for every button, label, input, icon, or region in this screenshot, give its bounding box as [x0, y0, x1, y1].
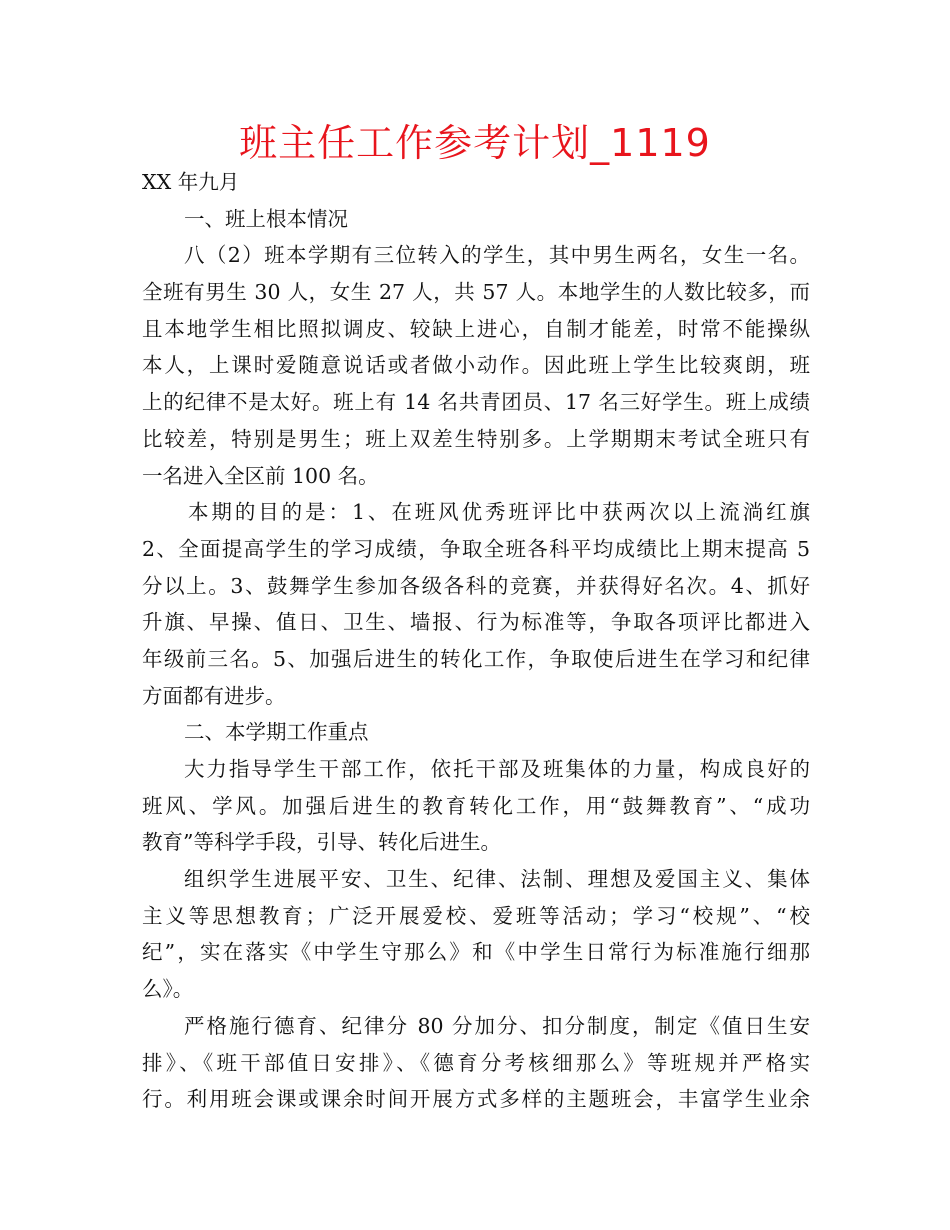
text-line: 且本地学生相比照拟调皮、较缺上进心，自制才能差，时常不能操纵: [142, 316, 810, 341]
text-line: 升旗、早操、值日、卫生、墙报、行为标准等，争取各项评比都进入: [142, 610, 810, 635]
text-line: 一、班上根本情况: [184, 206, 348, 231]
text-line: 主义等思想教育；广泛开展爱校、爱班等活动；学习“校规”、“校: [142, 903, 810, 928]
text-line: 组织学生进展平安、卫生、纪律、法制、理想及爱国主义、集体: [184, 867, 810, 892]
text-line: 比较差，特别是男生；班上双差生特别多。上学期期末考试全班只有: [142, 426, 810, 451]
text-line: 全班有男生 30 人，女生 27 人，共 57 人。本地学生的人数比较多，而: [142, 280, 810, 305]
text-line: 上的纪律不是太好。班上有 14 名共青团员、17 名三好学生。班上成绩: [142, 390, 810, 415]
text-line: 班风、学风。加强后进生的教育转化工作，用“鼓舞教育”、“成功: [142, 793, 810, 818]
text-line: 本人，上课时爱随意说话或者做小动作。因此班上学生比较爽朗，班: [142, 353, 810, 378]
text-line: 大力指导学生干部工作，依托干部及班集体的力量，构成良好的: [184, 757, 810, 781]
text-line: 方面都有进步。: [142, 683, 286, 708]
text-line: 行。利用班会课或课余时间开展方式多样的主题班会，丰富学生业余: [142, 1087, 810, 1112]
text-line: 2、全面提高学生的学习成绩，争取全班各科平均成绩比上期末提高 5: [142, 536, 810, 561]
document-body: [142, 164, 810, 1118]
text-line: 分以上。3、鼓舞学生参加各级各科的竞赛，并获得好名次。4、抓好: [142, 573, 810, 598]
text-line: 一名进入全区前 100 名。: [142, 463, 379, 488]
text-line: 排》、《班干部值日安排》、《德育分考核细那么》等班规并严格实: [142, 1050, 810, 1075]
text-line: 本期的目的是：1、在班风优秀班评比中获两次以上流淌红旗: [188, 500, 810, 525]
text-line: 么》。: [142, 977, 194, 1002]
text-line: 严格施行德育、纪律分 80 分加分、扣分制度，制定《值日生安: [184, 1013, 810, 1038]
text-line: 八（2）班本学期有三位转入的学生，其中男生两名，女生一名。: [184, 243, 810, 268]
text-line: 纪”，实在落实《中学生守那么》和《中学生日常行为标准施行细那: [142, 940, 810, 965]
text-line: 二、本学期工作重点: [184, 720, 369, 745]
text-line: XX 年九月: [142, 170, 240, 194]
text-line: 年级前三名。5、加强后进生的转化工作，争取使后进生在学习和纪律: [142, 646, 810, 671]
text-line: 教育”等科学手段，引导、转化后进生。: [142, 830, 501, 855]
document-title: 班主任工作参考计划_1119: [239, 121, 711, 165]
